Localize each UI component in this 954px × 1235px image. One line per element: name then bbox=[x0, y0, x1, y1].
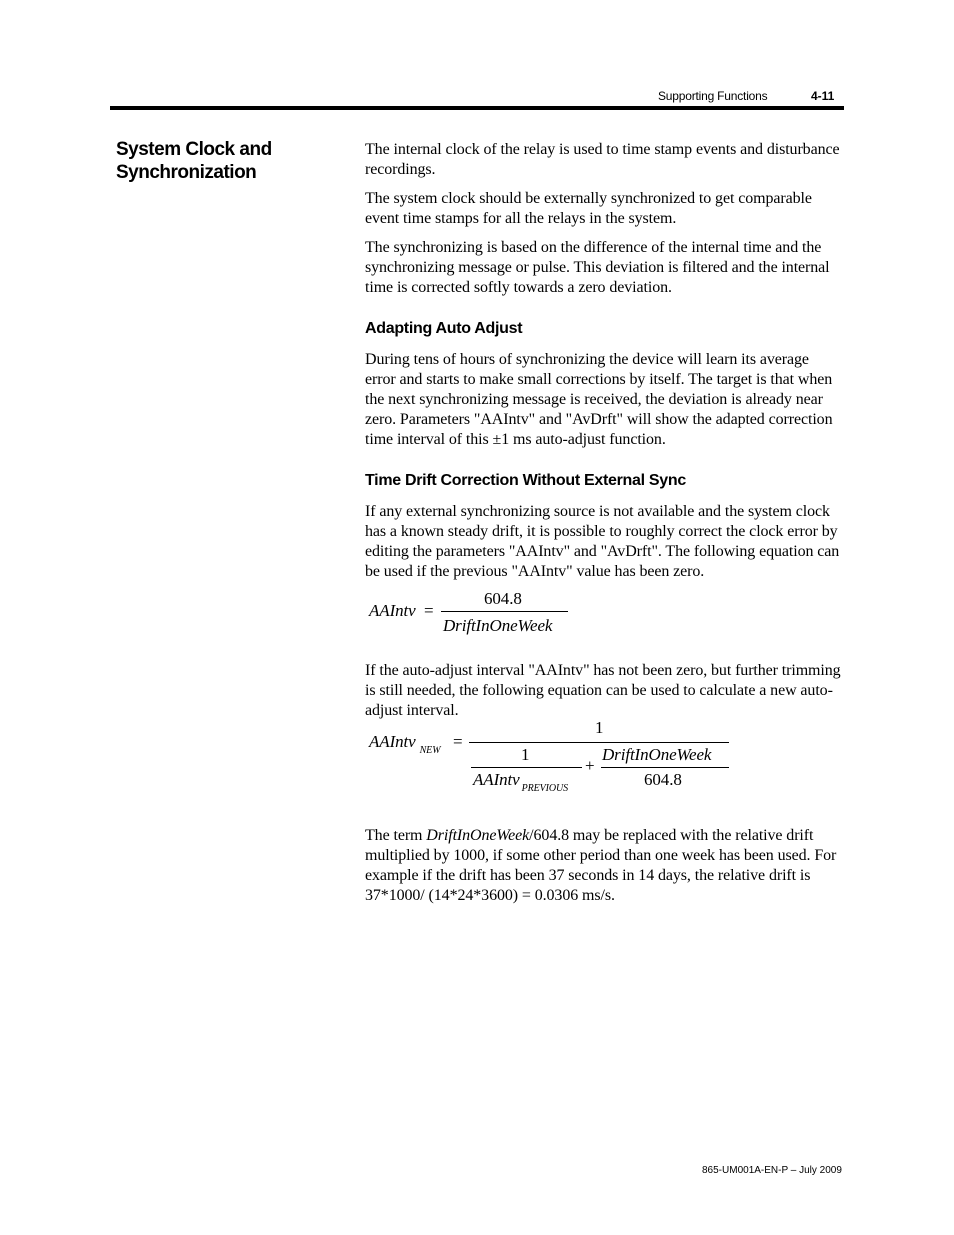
equation-aaintv bbox=[365, 587, 843, 647]
eq2-inner-numerator: 1 bbox=[521, 745, 530, 764]
p7-term: DriftInOneWeek bbox=[426, 827, 530, 844]
equation-aaintv-new bbox=[365, 718, 843, 806]
running-header-section: Supporting Functions bbox=[658, 89, 768, 103]
eq2-drift-denominator: 604.8 bbox=[644, 770, 682, 789]
body-column bbox=[365, 140, 843, 915]
heading-adapting-auto-adjust: Adapting Auto Adjust bbox=[365, 320, 523, 337]
eq1-lhs: AAIntv bbox=[369, 601, 416, 620]
header-rule bbox=[110, 106, 844, 110]
paragraph-new-interval: If the auto-adjust interval "AAIntv" has not been zero, but further trimming is still needed, the following equation can be used to calculate a new auto-adjust interval. bbox=[365, 662, 841, 719]
paragraph-auto-adjust: During tens of hours of synchronizing the device will learn its average error and starts to make small corrections by itself. The target is that when the next synchronizing message is received, the deviation is already near zero. Parameters "AAIntv" and "AvDrft" will show the adapted correction time interval of this ±1 ms auto-adjust function. bbox=[365, 351, 833, 448]
p7-post: /604.8 may be replaced with the relative drift multiplied by 1000, if some other period than one week has been used. For example if the drift has been 37 seconds in 14 days, the relative drift is 37*1000/ (14*24*3600) = 0.0306 ms/s. bbox=[365, 827, 837, 904]
eq2-inner-denominator: AAIntv bbox=[473, 770, 520, 789]
eq2-equals: = bbox=[453, 732, 463, 751]
page-number: 4-11 bbox=[811, 89, 835, 103]
eq2-inner-denominator-group bbox=[473, 770, 568, 793]
eq2-lhs-subscript: NEW bbox=[419, 745, 441, 756]
section-title: System Clock and Synchronization bbox=[116, 139, 272, 183]
paragraph-clock-intro: The internal clock of the relay is used to time stamp events and disturbance recordings. bbox=[365, 141, 840, 178]
heading-time-drift-correction: Time Drift Correction Without External Sync bbox=[365, 472, 686, 489]
eq1-denominator: DriftInOneWeek bbox=[443, 616, 553, 635]
paragraph-drift-correction: If any external synchronizing source is not available and the system clock has a known steady drift, it is possible to roughly correct the clock error by editing the parameters "AAIntv" and "AvDrft". The following equation can be used if the previous "AAIntv" value has been zero. bbox=[365, 503, 840, 580]
paragraph-relative-drift bbox=[365, 826, 843, 906]
eq2-numerator: 1 bbox=[595, 718, 604, 737]
eq2-plus: + bbox=[585, 756, 595, 775]
document-footer: 865-UM001A-EN-P – July 2009 bbox=[702, 1165, 842, 1176]
eq2-lhs-group bbox=[369, 732, 440, 755]
eq1-numerator: 604.8 bbox=[484, 589, 522, 608]
eq1-fraction-bar bbox=[441, 611, 568, 612]
eq2-drift-fraction-bar bbox=[601, 767, 729, 768]
paragraph-sync-deviation: The synchronizing is based on the difference of the internal time and the synchronizing message or pulse. This deviation is filtered and the internal time is corrected softly towards a zero deviation. bbox=[365, 239, 830, 296]
eq2-lhs: AAIntv bbox=[369, 732, 416, 751]
paragraph-sync-external: The system clock should be externally synchronized to get comparable event time stamps for all the relays in the system. bbox=[365, 190, 812, 227]
eq2-inner-fraction-bar bbox=[471, 767, 582, 768]
eq2-inner-denominator-subscript: PREVIOUS bbox=[521, 783, 569, 794]
eq2-main-fraction-bar bbox=[469, 742, 729, 743]
eq2-drift-numerator: DriftInOneWeek bbox=[602, 745, 712, 764]
p7-pre: The term bbox=[365, 827, 427, 844]
eq1-equals: = bbox=[424, 601, 434, 620]
